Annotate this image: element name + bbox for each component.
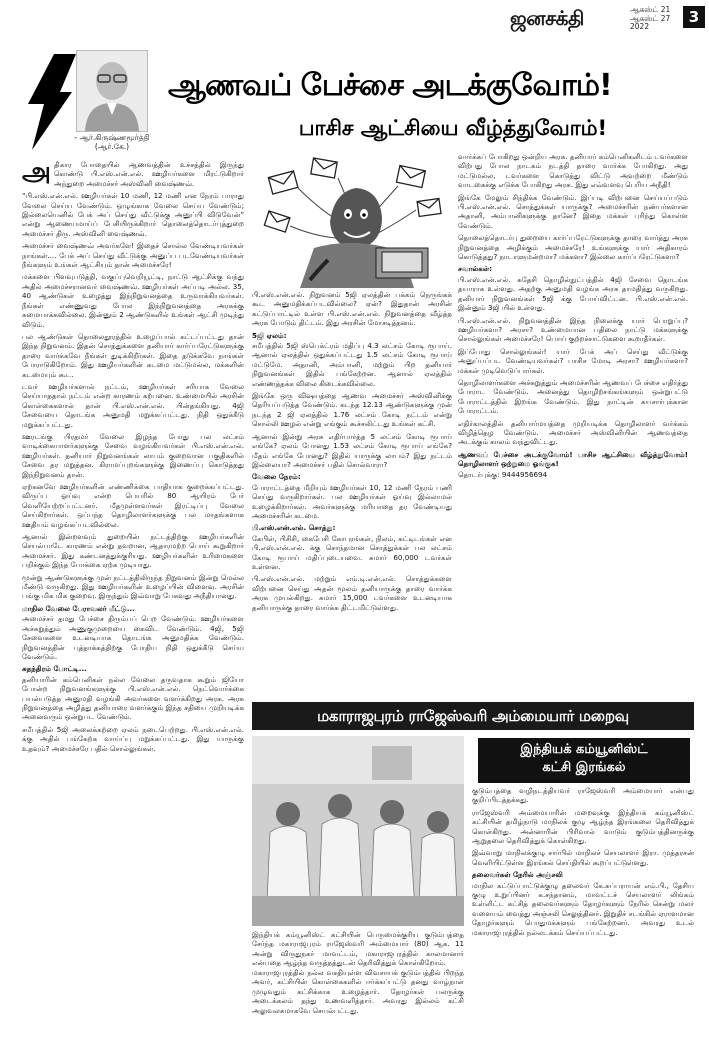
paragraph: ஆனால் இன்றளவும் துறையின் நட்டத்திற்கு ஊழியர்களின் செயல்பாடே காரணம் என்று தவறான, ஆதாரமற்ற பொய் கூறுகிறார் அமைச்சர். இது கண்டனத்துக்குரியது. ஊழியர்களின் உரிமைகளை பறிக்கும் இந்த போக்கை ஏற்க முடியாது. <box>22 532 244 570</box>
masthead-date-line2: ஆகஸ்ட் 27 <box>630 13 671 23</box>
obituary-caption: இந்தியக் கம்யூனிஸ்ட் கட்சியின் பெருமைக்குரிய குடும்பத்தை சேர்ந்த மகாராஜபுரம் ராஜேஸ்வரி அம்மையார் (80) ஆக. 11 அன்று விருதுநகர் மாவட்டம், மகாராஜபுரத்தில் காலமானார் என்பதை ஆழ்ந்த வருத்தத்துடன் தெரிவித்துக் கொள்கிறோம். <box>252 930 464 968</box>
paragraph: கேபிள், பிசிசி, கைபேசி கோபுரங்கள், நிலம், கட்டிடங்கள் என பி.எஸ்.என்.எல். க்கு சொந்தமான சொத்துக்கள் பல லட்சம் கோடி ரூபாய் மதிப்புடையவை. சுமார் 60,000 டவர்கள் உள்ளன. <box>252 533 452 571</box>
paragraph: ஏற்கனவே ஊழியர்களின் எண்ணிக்கை பாதியாக குறைக்கப்பட்டது. விருப்ப ஓய்வு என்ற பெயரில் 80 ஆயிரம் பேர் வெளியேற்றப்பட்டனர். மீதமுள்ளவர்கள் இரட்டிப்பு வேலை செய்கிறார்கள். ஒப்பந்த தொழிலாளர்களுக்கு பல மாதங்களாக ஊதியம் வழங்கப்படவில்லை. <box>22 482 244 529</box>
section-heading: 5ஜி ஏலம்: <box>252 330 287 340</box>
cpi-condolence-box <box>478 738 690 783</box>
subheadline: பாசிச ஆட்சியை வீழ்த்துவோம்! <box>298 116 608 140</box>
paragraph: இவ்வாறு மாநிலக்குழு சார்பில் மாநிலச் செயலாளர் இரா. முத்தரசன் வெளியிட்டுள்ள இரங்கல் செய்தியில் கூறப்பட்டுள்ளது. <box>472 848 694 867</box>
paragraph: எதிர்காலத்தில் தனியார்மயத்தை முறியடிக்க தொழிலாளர் வர்க்கம் விழித்தெழ வேண்டும். அமைச்சர் அஸ்வினியின் ஆணவத்தை அடக்கும் காலம் வந்துவிட்டது. <box>458 418 688 447</box>
author-name: - ஆர்.கிருஷ்ணமூர்த்தி <box>74 133 150 142</box>
section-heading: தலைவர்கள் நேரில் அஞ்சலி <box>472 870 563 880</box>
article-column-3 <box>458 152 688 692</box>
obituary-column-left <box>252 968 464 1044</box>
obituary-banner: மகாராஜபுரம் ராஜேஸ்வரி அம்மையார் மறைவு <box>252 702 694 730</box>
masthead-date <box>630 6 670 32</box>
paragraph: இங்கே மேலும் சிந்திக்க வேண்டும். இப்படி விற்பனை செய்யப்படும் பி.எஸ்.என்.எல். சொத்துக்கள் யாருக்கு? அமைச்சரின் நண்பர்களான அதானி, அம்பானிகளுக்கு தானே? இதை மக்கள் புரிந்து கொள்ள வேண்டும். <box>458 192 688 230</box>
paragraph: பி.எஸ்.என்.எல். சுதேசி தொழில்நுட்பத்தில் 4ஜி சேவை தொடங்க தயாராக உள்ளது. அதற்கு அனுமதி வழங்க அரசு தாமதித்து வருகிறது. தனியார் நிறுவனங்கள் 5ஜி க்கு போய்விட்டன. பி.எஸ்.என்.எல். இன்னும் 3ஜி யில் உள்ளது. <box>458 274 688 313</box>
section-heading: பி.எஸ்.என்.எல். சொத்து: <box>252 523 336 533</box>
paragraph: மாநில கட்டுப்பாட்டுக்குழு தலைவர் கே.சுப்பராயன் எம்.பி., தேசிய குழு உறுப்பினர் க.சந்தானம், மாவட்டச் செயலாளர் லிங்கம் உள்ளிட்ட கட்சித் தலைவர்களும் தோழர்களும் நேரில் சென்று மலர் வளையம் வைத்து அஞ்சலி செலுத்தினர். இறுதிச் சடங்கில் ஏராளமான தோழர்களும் பொதுமக்களும் பங்கேற்றனர். அவரது உடல் மகாராஜபுரத்தில் நல்லடக்கம் செய்யப்பட்டது. <box>472 880 694 937</box>
paragraph: ஆனால் இன்று அரசு எதிர்பார்த்த 5 லட்சம் கோடி ரூபாய் எங்கே? ஏலம் போனது 1.53 லட்சம் கோடி ரூபாய் எங்கே? மீதம் எங்கே போனது? இதில் யாருக்கு லாபம்? இது நட்டம் இல்லையா? அமைச்சர் பதில் சொல்வாரா? <box>252 431 452 469</box>
masthead-title: ஜனசக்தி <box>510 6 584 30</box>
author-portrait <box>76 50 148 132</box>
paragraph: சமீபத்தில் 5ஜி ஸ்பெக்ட்ரம் மதிப்பு 4.3 லட்சம் கோடி ரூபாய். ஆனால் ஏலத்தில் ஒதுக்கப்பட்டது 1.5 லட்சம் கோடி ரூபாய் மட்டுமே. அதானி, அம்பானி, மற்றும் பிற தனியார் நிறுவனங்கள் இதில் பங்கேற்றன. ஆனால் ஏலத்தில் எண்ணத்தக்க விலை கிடைக்கவில்லை. <box>252 341 452 388</box>
masthead-date-line1: ஆகஸ்ட் 21 <box>630 5 671 14</box>
paragraph: மகாராஜபுரத்தில் நல்ல வசதியுள்ள விவசாயக் குடும்பத்தில் பிறந்த அவர், கட்சியின் கொள்கைகளில் ஈர்க்கப்பட்டு தனது வாழ்நாள் முழுவதும் கட்சிக்காக உழைத்தார். தோழர்கள் பலருக்கு அடைக்கலம் தந்து உணவளித்தார். அவரது இல்லம் கட்சி அலுவலகமாகவே செயல்பட்டது. <box>252 968 464 1015</box>
paragraph: தனியாரின் கம்பெனிகள் நல்ல வேலை தருவதாக கூறும் ஜியோ போன்ற நிறுவனங்களுக்கு பி.எஸ்.என்.எல். நெட்வொர்க்கை பயன்படுத்த அனுமதி வழங்கி அவர்களை வளர்க்கிறது அரசு. அரசு நிறுவனத்தை அழித்து தனியாரை வளர்க்கும் இந்த சதியை முறியடிக்க அனைவரும் ஒன்றுபட வேண்டும். <box>22 674 244 722</box>
paragraph: மக்களை பிளவுபடுத்தி, வகுப்புவெறியூட்டி, நாட்டு ஆட்சிக்கு வந்து அதில் அமைச்சரானவர் வைஷ்ணவ். ஊழியர்கள் அப்படி அல்ல. 35, 40 ஆண்டுகள் உழைத்து இந்நிறுவனத்தை உருவாக்கியவர்கள். நீங்கள் எண்ணுவது போல இந்நிறுவனத்தை அரசுக்கு சுமையாக்கவில்லை. இன்னும் 2 ஆண்டுகளில் உங்கள் ஆட்சி முடிந்து விடும். <box>22 272 244 329</box>
paragraph: இப்போது சொல்லுங்கள்! யார் பேக் அப் செய்து வீட்டுக்கு அனுப்பப்பட வேண்டியவர்கள்? பாசிச மோடி அரசா? ஊழியர்களா? மக்கள் முடிவெடுப்பார்கள். <box>458 346 688 375</box>
dropcap: அ <box>22 160 51 187</box>
article-column-1 <box>22 160 244 1040</box>
paragraph: பி.எஸ்.என்.எல். மற்றும் எம்.டி.என்.எல். சொத்துக்களை விற்பனை செய்து அதன் மூலம் தனியாருக்கு தாரை வார்க்க அரசு முயல்கிறது. சுமார் 15,000 டவர்களை உடனடியாக தனியாருக்கு தாரை வார்க்க திட்டமிட்டுள்ளது. <box>252 574 452 612</box>
paragraph: தொலைத்தொடர்பு துறையை கார்ப்பரேட்டுகளுக்கு தாரை வார்த்து அரசு நிறுவனத்தை அழிக்கும் அமைச்சரே! உங்களுக்கு யார் அதிகாரம் கொடுத்தது? நாடாளுமன்றமா? மக்களா? இல்லை கார்ப்பரேட்டுகளா? <box>458 233 688 262</box>
paragraph: குடும்பத்தை வழிநடத்தியவர் ராஜேஸ்வரி அம்மையார் என்பது குறிப்பிடத்தக்கது. <box>472 786 694 805</box>
paragraph: போராட்டத்தை மீறியும் ஊழியர்கள் 10, 12 மணி நேரம் பணி செய்து வருகிறார்கள். பல ஊழியர்கள் ஓய்வு இல்லாமல் உழைக்கிறார்கள். அவர்களுக்கு மரியாதை தர வேண்டியது அமைச்சரின் கடமை. <box>252 482 452 520</box>
headline: ஆணவப் பேச்சை அடக்குவோம்! <box>168 68 612 103</box>
paragraph: டவர் ஊழியர்களால் நட்டம், ஊழியர்கள் சரியாக வேலை செய்யாததால் நட்டம் என்ற காரணம் கற்பனை. உண்மையில் அரசின் கொள்கைகளால் தான் பி.எஸ்.என்.எல். பின்தங்கியது. 4ஜி சேவையை தொடங்க அனுமதி மறுக்கப்பட்டது. நிதி ஒதுக்கீடு மறுக்கப்பட்டது. <box>22 381 244 429</box>
paragraph: ராஜேஸ்வரி அம்மையாரின் மறைவுக்கு இந்தியக் கம்யூனிஸ்ட் கட்சியின் தமிழ்நாடு மாநிலக் குழு ஆழ்ந்த இரங்கலை தெரிவித்துக் கொள்கிறது. அன்னாரின் பிரிவால் வாடும் குடும்பத்தினருக்கு ஆறுதலை தெரிவித்துக் கொள்கிறது. <box>472 807 694 846</box>
cpi-box-line2: கட்சி இரங்கல் <box>542 760 626 775</box>
paragraph: இங்கே ஒரு விஷயத்தை ஆணவ அமைச்சர் அஸ்வினிக்கு தெரியப்படுத்த வேண்டும். கடந்த 12.13 ஆண்டுகளுக்கு முன் நடந்த 2 ஜி ஏலத்தில் 1.76 லட்சம் கோடி நட்டம் என்று சொல்லி ஊழல் என்று எங்கும் கூச்சலிட்டது உங்கள் கட்சி. <box>252 391 452 429</box>
paragraph: தொழிலாளர்களை அச்சுறுத்தும் அமைச்சரின் ஆணவப் பேச்சை எதிர்த்து போராட வேண்டும். அனைத்து தொழிற்சங்கங்களும் ஒன்றுபட்டு போராட்டத்தில் இறங்க வேண்டும். இது நாட்டின் சுயசார்புக்கான போராட்டம். <box>458 377 688 416</box>
masthead <box>510 4 705 42</box>
section-heading: சவால்கள்: <box>458 264 493 274</box>
masthead-year: 2022 <box>630 22 650 31</box>
paragraph: சமீபத்தில் 5ஜி அலைக்கற்றை ஏலம் நடைபெற்றது. பி.எஸ்.என்.எல். க்கு அதில் பங்கேற்க வாய்ப்பு மறுக்கப்பட்டது. இது யாருக்கு உதவும்? அமைச்சரே பதில் சொல்லுங்கள். <box>22 724 244 753</box>
paragraph: ஊரடங்கு பிரதமர் வேலை இழந்த போது பல லட்சம் வாடிக்கையாளர்களுக்கு சேவை வழங்கியவர்கள் பி.எஸ்.என்.எல். ஊழியர்கள். தனியார் நிறுவனங்கள் லாபம் குறைவான பகுதிகளில் சேவை தர மறுத்தன. கிராமப்புறங்களுக்கு இணைப்பு கொடுத்தது இந்நிறுவனம் தான். <box>22 431 244 479</box>
section-heading: மாநில வேலை பேராவலர் மீட்டு... <box>22 603 135 613</box>
cartoon-illustration <box>252 152 452 288</box>
author-byline <box>66 133 158 151</box>
paragraph: திகார போதையில் ஆணவத்தின் உச்சத்தில் இருந்து கொண்டு பி.எஸ்.என்.எல். ஊழியர்களை மிரட்டுகிறார் அந்துறை அமைச்சர் அஸ்வினி வைஷ்ணவ். <box>53 160 244 188</box>
paragraph: வார்க்கப் போகிறது ஒன்றிய அரசு. தனியார் கம்பெனிகளிடம் டவர்களை விற்பது போல நாடகம் நடத்தி தாரை வார்க்க போகிறது. அது மட்டுமல்ல, டவர்களை கொடுத்து விட்டு அவற்றை மீண்டும் வாடகைக்கு எடுக்க போகிறது அரசு. இது எவ்வளவு பெரிய அநீதி! <box>458 152 688 190</box>
paragraph: பி.எஸ்.என்.எல். நிறுவனத்தின் இந்த நிலைக்கு யார் பொறுப்பு? ஊழியர்களா? அரசா? உண்மையான பதிலை நாட்டு மக்களுக்கு சொல்லுங்கள் அமைச்சரே! பொய் குற்றச்சாட்டுகளை கூறாதீர்கள். <box>458 315 688 344</box>
article-column-2 <box>252 290 452 690</box>
contact-line: தொடர்புக்கு: 9444956694 <box>458 469 548 479</box>
author-initials: (ஆர்.கே.) <box>94 142 130 151</box>
paragraph: அமைச்சர் வைஷ்ணவ் அவர்களே! இதைச் சொல்ல வேண்டியவர்கள் நாங்கள்.... பேக் அப் செய்து வீட்டுக்கு அனுப்ப படவேண்டியவர்கள் நீங்களும் உங்கள் ஆட்சியும் தான் அமைச்சரே! <box>22 241 244 270</box>
obituary-photo <box>252 736 464 926</box>
paragraph: அமைச்சர் தமது பேச்சை திரும்பப் பெற வேண்டும். ஊழியர்களை அச்சுறுத்தும் அணுகுமுறையை கைவிட வேண்டும். 4ஜி, 5ஜி சேவைகளை உடனடியாக தொடங்க அனுமதிக்க வேண்டும். நிறுவனத்தின் புத்தாக்கத்திற்கு போதிய நிதி ஒதுக்கீடு செய்ய வேண்டும். <box>22 614 244 661</box>
paragraph: மூன்று ஆண்டுகளுக்கு முன் நட்டத்திலிருந்த நிறுவனம் இன்று மெல்ல மீண்டு வருகிறது. இது ஊழியர்களின் உழைப்பின் விளைவு. அரசின் பங்கு மிக மிக குறைவு. இருந்தும் இவ்வாறு பேசுவது அநீதியானது. <box>22 572 244 601</box>
cpi-box-line1: இந்தியக் கம்யூனிஸ்ட் <box>520 742 648 757</box>
section-heading: சுதந்திரம் போட்டி... <box>22 664 87 674</box>
obituary-column-right <box>472 786 694 1044</box>
paragraph: பல ஆண்டுகள் தொலைதூரத்தில் உழைப்பால் கட்டப்பட்டது தான் இந்த நிறுவனம். இதன் சொத்துக்களை தனியார் கார்ப்பரேட்டுகளுக்கு தாரை வார்க்கவே நீங்கள் துடிக்கிறீர்கள். இதை தடுக்கவே நாங்கள் போராடுகிறோம். இது ஊழியர்களின் கடமை மட்டுமல்ல, மக்களின் கடமையும் கூட. <box>22 331 244 379</box>
paragraph: “பி.எஸ்.என்.எல். ஊழியர்கள் 10 மணி, 12 மணி என நேரம் பாராது வேலை செய்ய வேண்டும். ஒழுங்காக வேலை செய்ய வேண்டும்; இல்லையெனில் பேக் அப் செய்து வீட்டுக்கு அனுப்பி விடுவேன்” என்று ஆணையமாய்ப் பேசியிருக்கிறார் தொலைத்தொடர்புத்துறை அமைச்சர் திரு. அஸ்வினி வைஷ்ணவ். <box>22 191 244 238</box>
page-number: 3 <box>683 6 705 28</box>
paragraph: பி.எஸ்.என்.எல். நிறுவனம் 5ஜி ஏலத்தின் பக்கம் நெருங்கக் கூட அனுமதிக்கப்படவில்லை? ஏன்? இதுதான் அரசின் கட்டுப்பாட்டில் உள்ள பி.எஸ்.என்.எல். நிறுவனத்தை வீழ்த்த அரசு போடும் திட்டம். இது அரசின் மோசடித்தனம். <box>252 290 452 328</box>
slogan: ஆணவப் பேச்சை அடக்குவோம்! பாசிச ஆட்சியை வீழ்த்துவோம்! தொழிலாளர் ஒற்றுமை ஓங்குக! <box>458 449 688 469</box>
section-heading: வேலை நேரம்: <box>252 472 301 482</box>
